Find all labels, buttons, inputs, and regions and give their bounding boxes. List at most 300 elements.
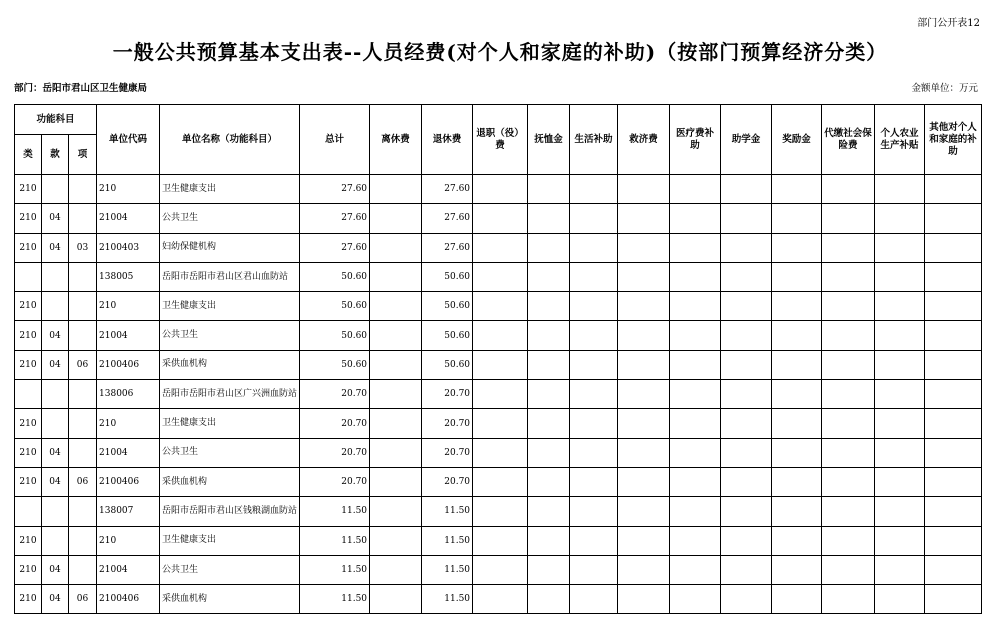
cell-lixiu	[370, 409, 422, 438]
cell-kuan: 04	[42, 467, 69, 496]
cell-empty	[772, 555, 822, 584]
cell-empty	[528, 438, 570, 467]
cell-empty	[875, 350, 925, 379]
cell-empty	[772, 467, 822, 496]
cell-empty	[528, 467, 570, 496]
cell-empty	[772, 292, 822, 321]
cell-empty	[772, 409, 822, 438]
cell-lei: 210	[15, 526, 42, 555]
cell-kuan: 04	[42, 204, 69, 233]
cell-empty	[822, 555, 875, 584]
cell-xiang: 03	[69, 233, 97, 262]
cell-empty	[528, 233, 570, 262]
cell-unit-name: 采供血机构	[160, 350, 300, 379]
cell-empty	[570, 321, 618, 350]
cell-empty	[570, 262, 618, 291]
cell-empty	[670, 526, 721, 555]
table-row	[15, 292, 982, 321]
table-row	[15, 526, 982, 555]
cell-empty	[925, 497, 982, 526]
cell-unit-name: 卫生健康支出	[160, 292, 300, 321]
cell-empty	[822, 204, 875, 233]
cell-total: 27.60	[300, 233, 370, 262]
cell-unit-name: 公共卫生	[160, 204, 300, 233]
cell-empty	[822, 526, 875, 555]
cell-lixiu	[370, 526, 422, 555]
cell-total: 11.50	[300, 555, 370, 584]
cell-empty	[473, 467, 528, 496]
cell-empty	[875, 526, 925, 555]
header-lei: 类	[15, 135, 42, 175]
cell-lei: 210	[15, 292, 42, 321]
cell-empty	[721, 438, 772, 467]
cell-empty	[670, 555, 721, 584]
cell-empty	[618, 438, 670, 467]
cell-empty	[618, 204, 670, 233]
cell-xiang: 06	[69, 585, 97, 614]
cell-empty	[670, 204, 721, 233]
header-jiuji: 救济费	[618, 105, 670, 175]
cell-xiang	[69, 262, 97, 291]
cell-unit-code: 138007	[97, 497, 160, 526]
header-tuixiu: 退休费	[422, 105, 473, 175]
cell-tuixiu: 20.70	[422, 438, 473, 467]
cell-empty	[473, 292, 528, 321]
cell-total: 20.70	[300, 438, 370, 467]
cell-empty	[570, 467, 618, 496]
cell-empty	[721, 233, 772, 262]
cell-tuixiu: 50.60	[422, 292, 473, 321]
cell-lixiu	[370, 175, 422, 204]
table-row	[15, 262, 982, 291]
cell-tuixiu: 50.60	[422, 350, 473, 379]
cell-empty	[721, 175, 772, 204]
cell-kuan	[42, 175, 69, 204]
cell-lixiu	[370, 321, 422, 350]
cell-kuan	[42, 292, 69, 321]
cell-empty	[925, 350, 982, 379]
cell-empty	[772, 262, 822, 291]
cell-empty	[925, 409, 982, 438]
table-row	[15, 585, 982, 614]
cell-empty	[528, 380, 570, 409]
cell-xiang: 06	[69, 467, 97, 496]
cell-lei: 210	[15, 438, 42, 467]
cell-empty	[822, 233, 875, 262]
cell-empty	[528, 350, 570, 379]
currency-unit-label: 金额单位：万元	[911, 83, 978, 94]
cell-empty	[925, 175, 982, 204]
cell-unit-code: 210	[97, 409, 160, 438]
cell-empty	[473, 409, 528, 438]
cell-empty	[875, 438, 925, 467]
header-lixiu: 离休费	[370, 105, 422, 175]
table-row	[15, 467, 982, 496]
cell-empty	[570, 204, 618, 233]
cell-empty	[721, 526, 772, 555]
table-row	[15, 233, 982, 262]
cell-tuixiu: 27.60	[422, 233, 473, 262]
header-fuxu: 抚恤金	[528, 105, 570, 175]
cell-empty	[570, 233, 618, 262]
cell-lixiu	[370, 438, 422, 467]
cell-empty	[528, 555, 570, 584]
table-row	[15, 204, 982, 233]
cell-xiang	[69, 497, 97, 526]
cell-unit-name: 采供血机构	[160, 467, 300, 496]
cell-unit-name: 公共卫生	[160, 438, 300, 467]
cell-empty	[721, 350, 772, 379]
cell-empty	[875, 233, 925, 262]
cell-empty	[925, 555, 982, 584]
cell-xiang	[69, 409, 97, 438]
cell-tuixiu: 20.70	[422, 380, 473, 409]
cell-empty	[618, 526, 670, 555]
cell-empty	[670, 233, 721, 262]
header-yiliao: 医疗费补助	[670, 105, 721, 175]
cell-empty	[822, 292, 875, 321]
cell-lei: 210	[15, 555, 42, 584]
cell-total: 20.70	[300, 467, 370, 496]
cell-empty	[670, 380, 721, 409]
cell-empty	[721, 467, 772, 496]
cell-lixiu	[370, 467, 422, 496]
cell-empty	[570, 292, 618, 321]
cell-empty	[618, 409, 670, 438]
header-unit-code: 单位代码	[97, 105, 160, 175]
header-kuan: 款	[42, 135, 69, 175]
cell-unit-code: 2100403	[97, 233, 160, 262]
table-row	[15, 321, 982, 350]
cell-empty	[670, 585, 721, 614]
cell-empty	[473, 262, 528, 291]
cell-unit-code: 210	[97, 292, 160, 321]
cell-empty	[875, 467, 925, 496]
table-row	[15, 380, 982, 409]
cell-unit-code: 210	[97, 175, 160, 204]
cell-empty	[570, 438, 618, 467]
cell-tuixiu: 27.60	[422, 175, 473, 204]
cell-lei: 210	[15, 321, 42, 350]
cell-empty	[528, 409, 570, 438]
cell-xiang: 06	[69, 350, 97, 379]
cell-empty	[528, 292, 570, 321]
cell-kuan: 04	[42, 233, 69, 262]
cell-unit-name: 公共卫生	[160, 321, 300, 350]
cell-empty	[721, 321, 772, 350]
cell-lei: 210	[15, 409, 42, 438]
table-row	[15, 497, 982, 526]
cell-kuan: 04	[42, 585, 69, 614]
cell-empty	[570, 497, 618, 526]
cell-tuixiu: 20.70	[422, 467, 473, 496]
cell-empty	[925, 585, 982, 614]
cell-lei	[15, 262, 42, 291]
cell-empty	[528, 585, 570, 614]
header-xiang: 项	[69, 135, 97, 175]
table-body	[15, 175, 982, 614]
cell-empty	[670, 262, 721, 291]
cell-tuixiu: 27.60	[422, 204, 473, 233]
cell-empty	[925, 526, 982, 555]
cell-empty	[473, 204, 528, 233]
cell-tuixiu: 11.50	[422, 555, 473, 584]
cell-unit-name: 妇幼保健机构	[160, 233, 300, 262]
cell-xiang	[69, 204, 97, 233]
cell-unit-name: 岳阳市岳阳市君山区钱粮湖血防站	[160, 497, 300, 526]
cell-empty	[618, 350, 670, 379]
cell-empty	[772, 350, 822, 379]
cell-empty	[772, 175, 822, 204]
cell-tuixiu: 11.50	[422, 526, 473, 555]
table-row	[15, 555, 982, 584]
cell-empty	[875, 292, 925, 321]
cell-empty	[618, 467, 670, 496]
cell-lei: 210	[15, 585, 42, 614]
cell-tuixiu: 20.70	[422, 409, 473, 438]
cell-empty	[875, 380, 925, 409]
cell-empty	[528, 497, 570, 526]
cell-empty	[721, 380, 772, 409]
header-shenghuo: 生活补助	[570, 105, 618, 175]
cell-empty	[822, 409, 875, 438]
cell-empty	[925, 292, 982, 321]
cell-xiang	[69, 438, 97, 467]
cell-unit-name: 卫生健康支出	[160, 409, 300, 438]
cell-empty	[875, 262, 925, 291]
cell-empty	[618, 321, 670, 350]
cell-kuan	[42, 380, 69, 409]
cell-unit-name: 岳阳市岳阳市君山区广兴洲血防站	[160, 380, 300, 409]
cell-xiang	[69, 175, 97, 204]
cell-lixiu	[370, 262, 422, 291]
cell-empty	[925, 467, 982, 496]
table-row	[15, 438, 982, 467]
cell-lixiu	[370, 233, 422, 262]
cell-lixiu	[370, 350, 422, 379]
cell-empty	[822, 175, 875, 204]
cell-kuan: 04	[42, 555, 69, 584]
cell-empty	[925, 262, 982, 291]
cell-unit-code: 138005	[97, 262, 160, 291]
cell-empty	[473, 438, 528, 467]
cell-unit-name: 卫生健康支出	[160, 175, 300, 204]
header-daijiao: 代缴社会保险费	[822, 105, 875, 175]
cell-lei: 210	[15, 204, 42, 233]
cell-unit-code: 210	[97, 526, 160, 555]
cell-kuan: 04	[42, 321, 69, 350]
cell-total: 50.60	[300, 262, 370, 291]
cell-kuan	[42, 409, 69, 438]
cell-unit-code: 21004	[97, 204, 160, 233]
cell-empty	[670, 321, 721, 350]
cell-lei: 210	[15, 350, 42, 379]
cell-empty	[721, 292, 772, 321]
cell-empty	[721, 585, 772, 614]
cell-empty	[528, 204, 570, 233]
cell-total: 20.70	[300, 380, 370, 409]
cell-lei	[15, 380, 42, 409]
cell-empty	[822, 438, 875, 467]
header-total: 总计	[300, 105, 370, 175]
cell-empty	[875, 321, 925, 350]
cell-empty	[618, 555, 670, 584]
cell-total: 27.60	[300, 204, 370, 233]
cell-empty	[618, 262, 670, 291]
cell-unit-name: 公共卫生	[160, 555, 300, 584]
header-func-subject: 功能科目	[15, 105, 97, 135]
cell-kuan	[42, 526, 69, 555]
cell-empty	[473, 350, 528, 379]
department-label: 部门：岳阳市君山区卫生健康局	[14, 83, 148, 94]
cell-empty	[473, 380, 528, 409]
cell-empty	[618, 497, 670, 526]
cell-empty	[570, 175, 618, 204]
cell-empty	[473, 233, 528, 262]
cell-lei: 210	[15, 175, 42, 204]
cell-unit-code: 21004	[97, 321, 160, 350]
cell-empty	[528, 175, 570, 204]
cell-empty	[721, 262, 772, 291]
cell-empty	[473, 585, 528, 614]
cell-lei: 210	[15, 467, 42, 496]
table-row	[15, 175, 982, 204]
cell-empty	[772, 585, 822, 614]
header-tuizhi: 退职（役）费	[473, 105, 528, 175]
table-row	[15, 409, 982, 438]
cell-total: 27.60	[300, 175, 370, 204]
cell-unit-name: 岳阳市岳阳市君山区君山血防站	[160, 262, 300, 291]
page-number-label: 部门公开表12	[917, 18, 980, 29]
cell-empty	[772, 204, 822, 233]
cell-empty	[670, 409, 721, 438]
cell-empty	[772, 438, 822, 467]
cell-total: 50.60	[300, 350, 370, 379]
cell-empty	[875, 497, 925, 526]
cell-empty	[925, 233, 982, 262]
cell-empty	[473, 555, 528, 584]
cell-unit-name: 采供血机构	[160, 585, 300, 614]
cell-unit-name: 卫生健康支出	[160, 526, 300, 555]
cell-empty	[721, 204, 772, 233]
cell-empty	[528, 526, 570, 555]
cell-empty	[875, 409, 925, 438]
cell-kuan	[42, 262, 69, 291]
cell-lixiu	[370, 292, 422, 321]
cell-empty	[570, 555, 618, 584]
cell-xiang	[69, 292, 97, 321]
cell-empty	[721, 497, 772, 526]
cell-lei	[15, 497, 42, 526]
cell-unit-code: 21004	[97, 438, 160, 467]
cell-kuan	[42, 497, 69, 526]
cell-total: 11.50	[300, 585, 370, 614]
cell-empty	[570, 526, 618, 555]
cell-empty	[822, 497, 875, 526]
cell-empty	[875, 585, 925, 614]
cell-empty	[670, 292, 721, 321]
header-jiangli: 奖励金	[772, 105, 822, 175]
cell-tuixiu: 11.50	[422, 497, 473, 526]
cell-unit-code: 2100406	[97, 350, 160, 379]
cell-empty	[822, 467, 875, 496]
cell-empty	[772, 321, 822, 350]
cell-empty	[721, 409, 772, 438]
cell-total: 11.50	[300, 526, 370, 555]
cell-empty	[925, 438, 982, 467]
cell-empty	[570, 350, 618, 379]
expenditure-table	[14, 104, 982, 614]
cell-xiang	[69, 380, 97, 409]
cell-lixiu	[370, 555, 422, 584]
cell-empty	[473, 321, 528, 350]
cell-empty	[875, 175, 925, 204]
cell-unit-code: 138006	[97, 380, 160, 409]
cell-empty	[822, 262, 875, 291]
cell-lixiu	[370, 204, 422, 233]
cell-empty	[570, 409, 618, 438]
report-title: 一般公共预算基本支出表--人员经费(对个人和家庭的补助)（按部门预算经济分类）	[112, 40, 888, 64]
cell-empty	[772, 526, 822, 555]
cell-total: 50.60	[300, 321, 370, 350]
cell-empty	[670, 175, 721, 204]
cell-empty	[618, 175, 670, 204]
cell-tuixiu: 50.60	[422, 321, 473, 350]
cell-empty	[925, 204, 982, 233]
cell-xiang	[69, 321, 97, 350]
cell-empty	[822, 350, 875, 379]
cell-empty	[822, 321, 875, 350]
cell-kuan: 04	[42, 438, 69, 467]
cell-lixiu	[370, 497, 422, 526]
cell-empty	[473, 497, 528, 526]
cell-empty	[618, 380, 670, 409]
cell-empty	[670, 467, 721, 496]
table-row	[15, 350, 982, 379]
cell-unit-code: 2100406	[97, 467, 160, 496]
cell-lixiu	[370, 380, 422, 409]
cell-empty	[618, 585, 670, 614]
cell-xiang	[69, 555, 97, 584]
cell-empty	[570, 380, 618, 409]
cell-empty	[528, 262, 570, 291]
cell-empty	[772, 380, 822, 409]
cell-empty	[670, 438, 721, 467]
cell-empty	[925, 380, 982, 409]
cell-empty	[618, 292, 670, 321]
cell-empty	[670, 497, 721, 526]
cell-empty	[570, 585, 618, 614]
cell-kuan: 04	[42, 350, 69, 379]
cell-lei: 210	[15, 233, 42, 262]
cell-empty	[670, 350, 721, 379]
cell-empty	[822, 380, 875, 409]
cell-empty	[875, 204, 925, 233]
cell-empty	[822, 585, 875, 614]
header-unit-name: 单位名称（功能科目）	[160, 105, 300, 175]
cell-empty	[528, 321, 570, 350]
cell-unit-code: 2100406	[97, 585, 160, 614]
cell-empty	[925, 321, 982, 350]
cell-total: 50.60	[300, 292, 370, 321]
cell-empty	[473, 526, 528, 555]
cell-lixiu	[370, 585, 422, 614]
cell-empty	[473, 175, 528, 204]
cell-empty	[618, 233, 670, 262]
cell-empty	[772, 233, 822, 262]
header-qita: 其他对个人和家庭的补助	[925, 105, 982, 175]
header-nongye: 个人农业生产补贴	[875, 105, 925, 175]
